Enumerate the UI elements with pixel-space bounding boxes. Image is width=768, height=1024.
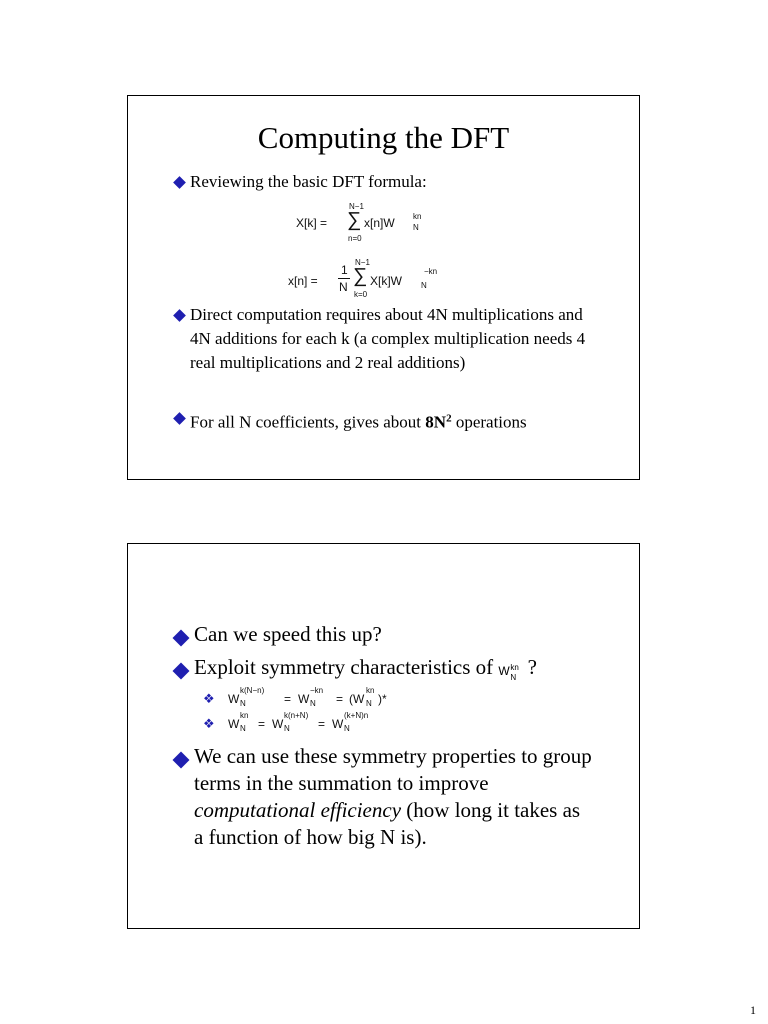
diamond-bullet-icon [174,310,185,321]
sub-bullet-glyph-icon: ❖ [203,716,215,731]
bullet-speed-up: Can we speed this up? [174,621,382,648]
slide-2 [127,543,640,929]
bullet-exploit-symmetry: Exploit symmetry characteristics of W N kn ? [174,654,614,681]
diamond-bullet-icon [174,753,188,767]
diamond-bullet-icon [174,177,185,188]
idft-formula: x[n] = 1 N N−1 ∑ k=0 X[k]W N −kn [288,258,438,299]
page-number: 1 [750,1003,756,1017]
diamond-bullet-icon [174,631,188,645]
bullet-reviewing: Reviewing the basic DFT formula: [174,170,427,194]
slide-1 [127,95,640,480]
diamond-bullet-icon [174,664,188,678]
bullet-direct-computation: Direct computation requires about 4N multiplications and 4N additions for each k (a complex multiplication needs 4 real multiplications and 2 real additions) [174,303,594,375]
bullet-all-coefficients: For all N coefficients, gives about $8N^2$ operations [174,406,614,435]
diamond-bullet-icon [174,413,185,424]
fraction-bar [338,278,350,279]
bullet-symmetry-properties: We can use these symmetry properties to group terms in the summation to improve computational efficiency (how long it takes as a function of how big N is). [174,743,594,851]
symmetry-identity-1: W N k(N−n) = W N −kn = (W N kn )* [228,686,387,708]
slide-title: Computing the DFT [257,120,510,155]
dft-formula: X[k] = N−1 ∑ n=0 x[n]W N kn [296,202,422,243]
symmetry-identity-2: W N kn = W N k(n+N) = W N (k+N)n [228,711,369,733]
sub-bullet-glyph-icon: ❖ [203,691,215,706]
w-symbol: W N kn [498,663,519,682]
